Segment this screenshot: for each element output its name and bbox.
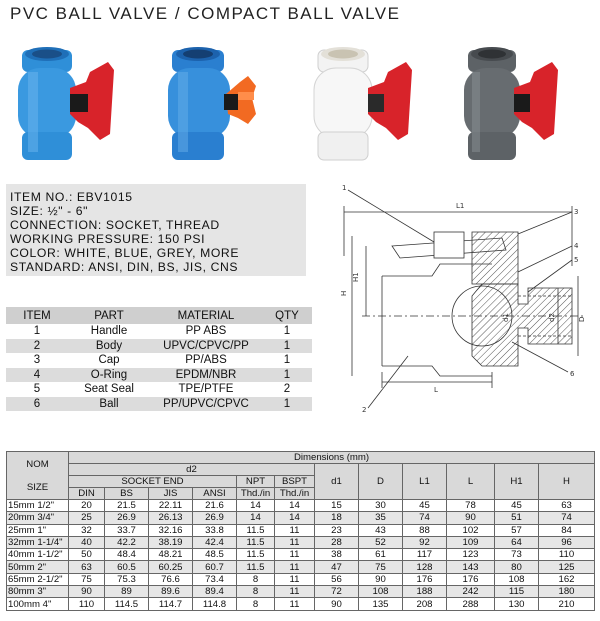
dimension-cell: 74 bbox=[539, 512, 595, 524]
dimension-cell: 80 bbox=[495, 561, 539, 573]
parts-table bbox=[6, 307, 312, 411]
dims-din-header: DIN bbox=[69, 488, 105, 500]
dim-d: D bbox=[578, 316, 586, 322]
dimension-cell: 11.5 bbox=[237, 524, 275, 536]
product-image-grey-red bbox=[456, 42, 586, 172]
dimension-cell: 42.4 bbox=[193, 536, 237, 548]
table-row bbox=[7, 512, 595, 524]
dimension-cell: 11 bbox=[275, 549, 315, 561]
dimension-cell: 43 bbox=[359, 524, 403, 536]
table-row bbox=[7, 573, 595, 585]
dimension-cell: 162 bbox=[539, 573, 595, 585]
dims-bspt-header: BSPT bbox=[275, 476, 315, 488]
dimension-cell: 26.9 bbox=[105, 512, 149, 524]
parts-header-part: PART bbox=[68, 307, 150, 324]
product-image-white-red bbox=[308, 42, 438, 172]
dim-d2: d2 bbox=[548, 313, 556, 322]
dims-npt-header: NPT bbox=[237, 476, 275, 488]
dimension-cell: 25 bbox=[69, 512, 105, 524]
spec-pressure: WORKING PRESSURE: 150 PSI bbox=[10, 232, 206, 246]
dimension-cell: 114.7 bbox=[149, 598, 193, 610]
technical-drawing bbox=[322, 176, 594, 418]
dim-l1: L1 bbox=[456, 202, 465, 210]
table-row bbox=[6, 397, 312, 412]
dimension-cell: 26.13 bbox=[149, 512, 193, 524]
dims-bs-header: BS bbox=[105, 488, 149, 500]
dimension-cell: 89.4 bbox=[193, 586, 237, 598]
cell: 1 bbox=[283, 325, 291, 338]
dimension-cell: 32 bbox=[69, 524, 105, 536]
dims-D-header: D bbox=[359, 464, 403, 500]
dimension-cell: 60.25 bbox=[149, 561, 193, 573]
dimension-cell: 23 bbox=[315, 524, 359, 536]
cell: TPE/PTFE bbox=[178, 383, 234, 396]
dimension-cell: 11 bbox=[275, 573, 315, 585]
dimension-cell: 56 bbox=[315, 573, 359, 585]
cell: Body bbox=[68, 339, 150, 354]
size-cell: 40mm 1-1/2" bbox=[7, 549, 69, 561]
dimension-cell: 74 bbox=[403, 512, 447, 524]
dims-d2-header: d2 bbox=[69, 464, 315, 476]
cell: O-Ring bbox=[68, 368, 150, 383]
size-cell: 80mm 3" bbox=[7, 586, 69, 598]
dimension-cell: 64 bbox=[495, 536, 539, 548]
dimension-cell: 61 bbox=[359, 549, 403, 561]
spec-connection: CONNECTION: SOCKET, THREAD bbox=[10, 218, 220, 232]
dimension-cell: 135 bbox=[359, 598, 403, 610]
dimension-cell: 14 bbox=[237, 512, 275, 524]
dimension-cell: 22.11 bbox=[149, 500, 193, 512]
dimension-cell: 180 bbox=[539, 586, 595, 598]
table-row bbox=[6, 368, 312, 383]
dim-h1: H1 bbox=[352, 272, 360, 282]
dimension-cell: 30 bbox=[359, 500, 403, 512]
dimension-cell: 63 bbox=[539, 500, 595, 512]
dimension-cell: 188 bbox=[403, 586, 447, 598]
table-row bbox=[7, 586, 595, 598]
cell: 1 bbox=[262, 339, 312, 354]
table-row bbox=[7, 549, 595, 561]
dimension-cell: 125 bbox=[539, 561, 595, 573]
dimension-cell: 11 bbox=[275, 598, 315, 610]
dimension-cell: 28 bbox=[315, 536, 359, 548]
table-row bbox=[7, 561, 595, 573]
dimension-cell: 90 bbox=[69, 586, 105, 598]
dimension-cell: 143 bbox=[447, 561, 495, 573]
dimension-cell: 48.21 bbox=[149, 549, 193, 561]
cell: 1 bbox=[33, 325, 41, 338]
dimension-cell: 73 bbox=[495, 549, 539, 561]
cell: Cap bbox=[98, 354, 120, 367]
cell: 1 bbox=[262, 368, 312, 383]
dimension-cell: 109 bbox=[447, 536, 495, 548]
dimension-cell: 208 bbox=[403, 598, 447, 610]
dims-nom-size-header bbox=[7, 452, 69, 500]
cell: Handle bbox=[90, 325, 128, 338]
size-cell: 100mm 4" bbox=[7, 598, 69, 610]
dims-title: Dimensions (mm) bbox=[69, 452, 595, 464]
dims-bspt-unit: Thd./in bbox=[275, 488, 315, 500]
cell: 3 bbox=[33, 354, 41, 367]
dimension-cell: 45 bbox=[403, 500, 447, 512]
parts-header-material: MATERIAL bbox=[150, 307, 262, 324]
table-row bbox=[7, 500, 595, 512]
dimension-cell: 89 bbox=[105, 586, 149, 598]
callout-1: 1 bbox=[342, 184, 347, 192]
dimension-cell: 110 bbox=[69, 598, 105, 610]
callout-2: 2 bbox=[362, 406, 367, 414]
size-cell: 15mm 1/2" bbox=[7, 500, 69, 512]
dimension-cell: 14 bbox=[275, 500, 315, 512]
dimension-cell: 40 bbox=[69, 536, 105, 548]
table-row bbox=[7, 536, 595, 548]
dims-jis-header: JIS bbox=[149, 488, 193, 500]
dimension-cell: 14 bbox=[237, 500, 275, 512]
cell: 1 bbox=[262, 397, 312, 412]
dimension-cell: 90 bbox=[359, 573, 403, 585]
dimension-cell: 72 bbox=[315, 586, 359, 598]
dimension-cell: 75 bbox=[359, 561, 403, 573]
cell: 5 bbox=[33, 383, 41, 396]
dimension-cell: 51 bbox=[495, 512, 539, 524]
dimension-cell: 21.6 bbox=[193, 500, 237, 512]
dims-nom-label: NOM bbox=[26, 458, 49, 470]
table-row bbox=[7, 598, 595, 610]
dimension-cell: 11 bbox=[275, 536, 315, 548]
dimension-cell: 11.5 bbox=[237, 561, 275, 573]
dimension-cell: 45 bbox=[495, 500, 539, 512]
dimension-cell: 48.5 bbox=[193, 549, 237, 561]
dimension-cell: 288 bbox=[447, 598, 495, 610]
cell: Seat Seal bbox=[84, 383, 134, 396]
cell: 4 bbox=[6, 368, 68, 383]
dimension-cell: 210 bbox=[539, 598, 595, 610]
dimension-cell: 48.4 bbox=[105, 549, 149, 561]
cell: PP ABS bbox=[185, 325, 227, 338]
dimension-cell: 60.5 bbox=[105, 561, 149, 573]
cell: 2 bbox=[283, 383, 291, 396]
dimension-cell: 176 bbox=[403, 573, 447, 585]
dimension-cell: 33.8 bbox=[193, 524, 237, 536]
table-row bbox=[6, 382, 312, 397]
dimension-cell: 75.3 bbox=[105, 573, 149, 585]
cell: UPVC/CPVC/PP bbox=[150, 339, 262, 354]
dimension-cell: 11.5 bbox=[237, 549, 275, 561]
dimension-cell: 11 bbox=[275, 586, 315, 598]
size-cell: 20mm 3/4" bbox=[7, 512, 69, 524]
size-cell: 32mm 1-1/4" bbox=[7, 536, 69, 548]
product-image-blue-red bbox=[8, 42, 138, 172]
dimension-cell: 89.6 bbox=[149, 586, 193, 598]
parts-header-item: ITEM bbox=[6, 307, 68, 324]
dimension-cell: 78 bbox=[447, 500, 495, 512]
dimension-cell: 11 bbox=[275, 524, 315, 536]
spec-color: COLOR: WHITE, BLUE, GREY, MORE bbox=[10, 246, 240, 260]
dimension-cell: 114.8 bbox=[193, 598, 237, 610]
dims-socket-end-header: SOCKET END bbox=[69, 476, 237, 488]
table-row bbox=[6, 353, 312, 368]
cell: EPDM/NBR bbox=[150, 368, 262, 383]
dimension-cell: 8 bbox=[237, 598, 275, 610]
callout-3: 3 bbox=[574, 208, 579, 216]
dimension-cell: 108 bbox=[359, 586, 403, 598]
cell: PP/ABS bbox=[185, 354, 227, 367]
dimension-cell: 115 bbox=[495, 586, 539, 598]
dimension-cell: 42.2 bbox=[105, 536, 149, 548]
dimension-cell: 75 bbox=[69, 573, 105, 585]
dimension-cell: 57 bbox=[495, 524, 539, 536]
dimension-cell: 242 bbox=[447, 586, 495, 598]
dimension-cell: 52 bbox=[359, 536, 403, 548]
spec-item-no: ITEM NO.: EBV1015 bbox=[10, 190, 133, 204]
cell: 1 bbox=[283, 354, 291, 367]
dimension-cell: 35 bbox=[359, 512, 403, 524]
dimension-cell: 90 bbox=[315, 598, 359, 610]
dims-L-header: L bbox=[447, 464, 495, 500]
dimension-cell: 84 bbox=[539, 524, 595, 536]
dimensions-table bbox=[6, 451, 595, 611]
dimension-cell: 130 bbox=[495, 598, 539, 610]
dimension-cell: 60.7 bbox=[193, 561, 237, 573]
size-cell: 50mm 2" bbox=[7, 561, 69, 573]
dimension-cell: 8 bbox=[237, 573, 275, 585]
callout-6: 6 bbox=[570, 370, 575, 378]
dimension-cell: 102 bbox=[447, 524, 495, 536]
dimension-cell: 47 bbox=[315, 561, 359, 573]
dimension-cell: 26.9 bbox=[193, 512, 237, 524]
dimension-cell: 8 bbox=[237, 586, 275, 598]
dimension-cell: 108 bbox=[495, 573, 539, 585]
dims-L1-header: L1 bbox=[403, 464, 447, 500]
parts-header-row bbox=[6, 307, 312, 324]
dimension-cell: 38.19 bbox=[149, 536, 193, 548]
dim-l: L bbox=[434, 386, 438, 394]
size-cell: 25mm 1" bbox=[7, 524, 69, 536]
dimension-cell: 90 bbox=[447, 512, 495, 524]
dimension-cell: 11.5 bbox=[237, 536, 275, 548]
table-row bbox=[6, 339, 312, 354]
callout-4: 4 bbox=[574, 242, 579, 250]
dimension-cell: 117 bbox=[403, 549, 447, 561]
size-cell: 65mm 2-1/2" bbox=[7, 573, 69, 585]
dimension-cell: 15 bbox=[315, 500, 359, 512]
dimension-cell: 123 bbox=[447, 549, 495, 561]
dimension-cell: 21.5 bbox=[105, 500, 149, 512]
dimension-cell: 33.7 bbox=[105, 524, 149, 536]
dimension-cell: 73.4 bbox=[193, 573, 237, 585]
dimension-cell: 176 bbox=[447, 573, 495, 585]
dims-size-label: SIZE bbox=[26, 481, 49, 493]
page-title: PVC BALL VALVE / COMPACT BALL VALVE bbox=[10, 4, 401, 23]
dimension-cell: 20 bbox=[69, 500, 105, 512]
dimension-cell: 88 bbox=[403, 524, 447, 536]
table-row bbox=[6, 324, 312, 339]
cell: 2 bbox=[6, 339, 68, 354]
dimension-cell: 110 bbox=[539, 549, 595, 561]
cell: PP/UPVC/CPVC bbox=[150, 397, 262, 412]
dim-h: H bbox=[340, 290, 348, 296]
dimension-cell: 76.6 bbox=[149, 573, 193, 585]
table-row bbox=[7, 524, 595, 536]
product-image-blue-orange bbox=[160, 42, 290, 172]
dims-H1-header: H1 bbox=[495, 464, 539, 500]
dims-npt-unit: Thd./in bbox=[237, 488, 275, 500]
dimension-cell: 32.16 bbox=[149, 524, 193, 536]
dimension-cell: 50 bbox=[69, 549, 105, 561]
cell: 6 bbox=[6, 397, 68, 412]
callout-5: 5 bbox=[574, 256, 579, 264]
spec-size: SIZE: ½" - 6" bbox=[10, 204, 89, 218]
dimension-cell: 114.5 bbox=[105, 598, 149, 610]
spec-standard: STANDARD: ANSI, DIN, BS, JIS, CNS bbox=[10, 260, 239, 274]
dimension-cell: 128 bbox=[403, 561, 447, 573]
dimension-cell: 18 bbox=[315, 512, 359, 524]
dimension-cell: 92 bbox=[403, 536, 447, 548]
dims-ansi-header: ANSI bbox=[193, 488, 237, 500]
dimension-cell: 11 bbox=[275, 561, 315, 573]
dimension-cell: 38 bbox=[315, 549, 359, 561]
dimension-cell: 63 bbox=[69, 561, 105, 573]
cell: Ball bbox=[68, 397, 150, 412]
dimension-cell: 96 bbox=[539, 536, 595, 548]
dims-H-header: H bbox=[539, 464, 595, 500]
parts-header-qty: QTY bbox=[262, 307, 312, 324]
dimension-cell: 14 bbox=[275, 512, 315, 524]
dims-d1-header: d1 bbox=[315, 464, 359, 500]
dim-d1: d1 bbox=[502, 313, 510, 322]
